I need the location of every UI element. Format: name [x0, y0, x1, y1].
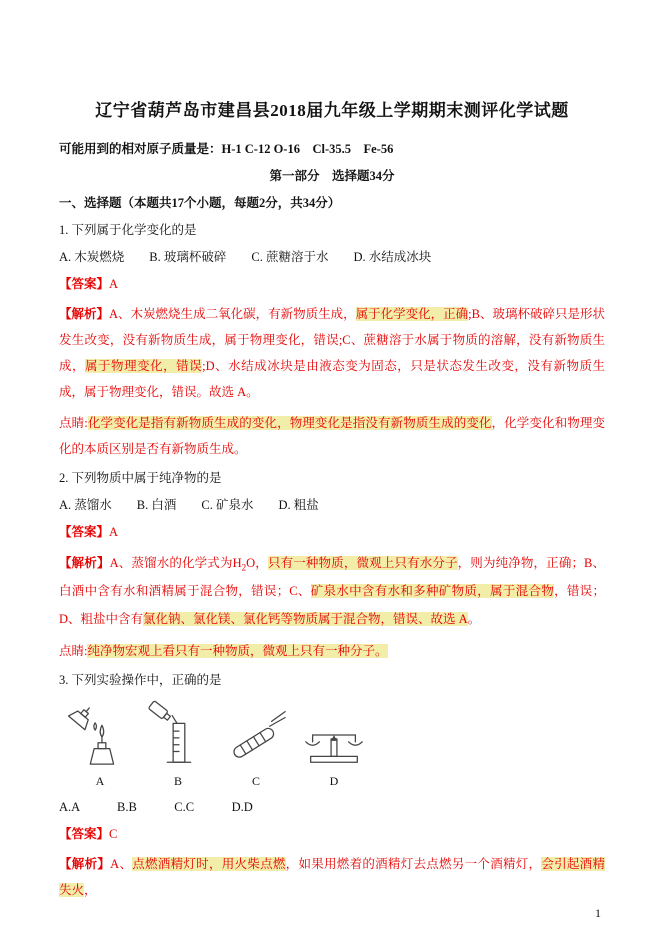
page-number: 1	[595, 906, 601, 920]
question-3	[59, 672, 605, 903]
part-heading: 一、选择题（本题共17个小题，每题2分，共34分）	[59, 196, 341, 210]
q3-figure-c	[217, 699, 295, 789]
q3-stem: 3. 下列实验操作中，正确的是	[59, 673, 222, 687]
q2-tip: 点睛:纯净物宏观上看只有一种物质，微观上只有一种分子。	[59, 644, 388, 658]
q1-tip: 点睛:化学变化是指有新物质生成的变化，物理变化是指没有新物质生成的变化，化学变化和物理变化的本质区别是否有新物质生成。	[59, 416, 605, 456]
q3-figures	[61, 699, 605, 789]
q2-answer-label: 【答案】	[59, 525, 110, 539]
q3-figure-a-label: A	[95, 774, 105, 788]
q2-stem: 2. 下列物质中属于纯净物的是	[59, 471, 222, 485]
q3-options: A.A B.B C.C D.D	[59, 800, 253, 814]
graduated-cylinder-pouring-icon	[143, 699, 213, 771]
question-1	[59, 222, 605, 462]
atomic-mass-line: 可能用到的相对原子质量是：H-1 C-12 O-16 Cl-35.5 Fe-56	[59, 142, 394, 156]
q3-figure-b-label: B	[173, 774, 182, 788]
q3-answer-line	[59, 826, 605, 843]
q3-answer-label: 【答案】	[59, 827, 110, 841]
doc-title: 辽宁省葫芦岛市建昌县2018届九年级上学期期末测评化学试题	[95, 101, 569, 120]
tilted-test-tube-icon	[221, 699, 291, 771]
q3-figure-b	[139, 699, 217, 789]
q2-analysis: 【解析】A、蒸馏水的化学式为$H_2O$，只有一种物质，微观上只有水分子，则为纯净物，正确；B、白酒中含有水和酒精属于混合物，错误；C、矿泉水中含有水和多种矿物质，属于混合物，错误；D、粗盐中含有氯化钠、氯化镁、氯化钙等物质属于混合物，错误、故选 A。	[59, 556, 605, 626]
balance-scale-icon	[299, 699, 369, 771]
q2-options: A. 蒸馏水 B. 白酒 C. 矿泉水 D. 粗盐	[59, 498, 319, 512]
q3-figure-a	[61, 699, 139, 789]
q3-figure-c-label: C	[251, 774, 260, 788]
q1-stem: 1. 下列属于化学变化的是	[59, 223, 197, 237]
q3-figure-d	[295, 699, 373, 789]
q3-answer-value: C	[109, 827, 118, 841]
question-2	[59, 470, 605, 664]
q2-answer-value: A	[109, 525, 119, 539]
q1-analysis: 【解析】A、木炭燃烧生成二氧化碳，有新物质生成，属于化学变化，正确;B、玻璃杯破碎只是形状发生改变，没有新物质生成，属于物理变化，错误;C、蔗糖溶于水属于物质的溶解，没有新物质生成，属于物理变化，错误;D、水结成冰块是由液态变为固态，只是状态发生改变，没有新物质生成，属于物理变化，错误。故选 A。	[59, 307, 605, 399]
section-heading: 第一部分 选择题34分	[269, 169, 395, 183]
q1-answer-line	[59, 276, 605, 293]
q1-answer-value: A	[109, 277, 119, 291]
q3-analysis: 【解析】A、点燃酒精灯时，用火柴点燃，如果用燃着的酒精灯去点燃另一个酒精灯，会引起酒精失火，	[59, 857, 605, 897]
alcohol-lamp-lighting-icon	[65, 699, 135, 771]
q1-answer-label: 【答案】	[59, 277, 110, 291]
q2-answer-line	[59, 524, 605, 541]
q1-options: A. 木炭燃烧 B. 玻璃杯破碎 C. 蔗糖溶于水 D. 水结成冰块	[59, 250, 432, 264]
q3-figure-d-label: D	[329, 774, 339, 788]
